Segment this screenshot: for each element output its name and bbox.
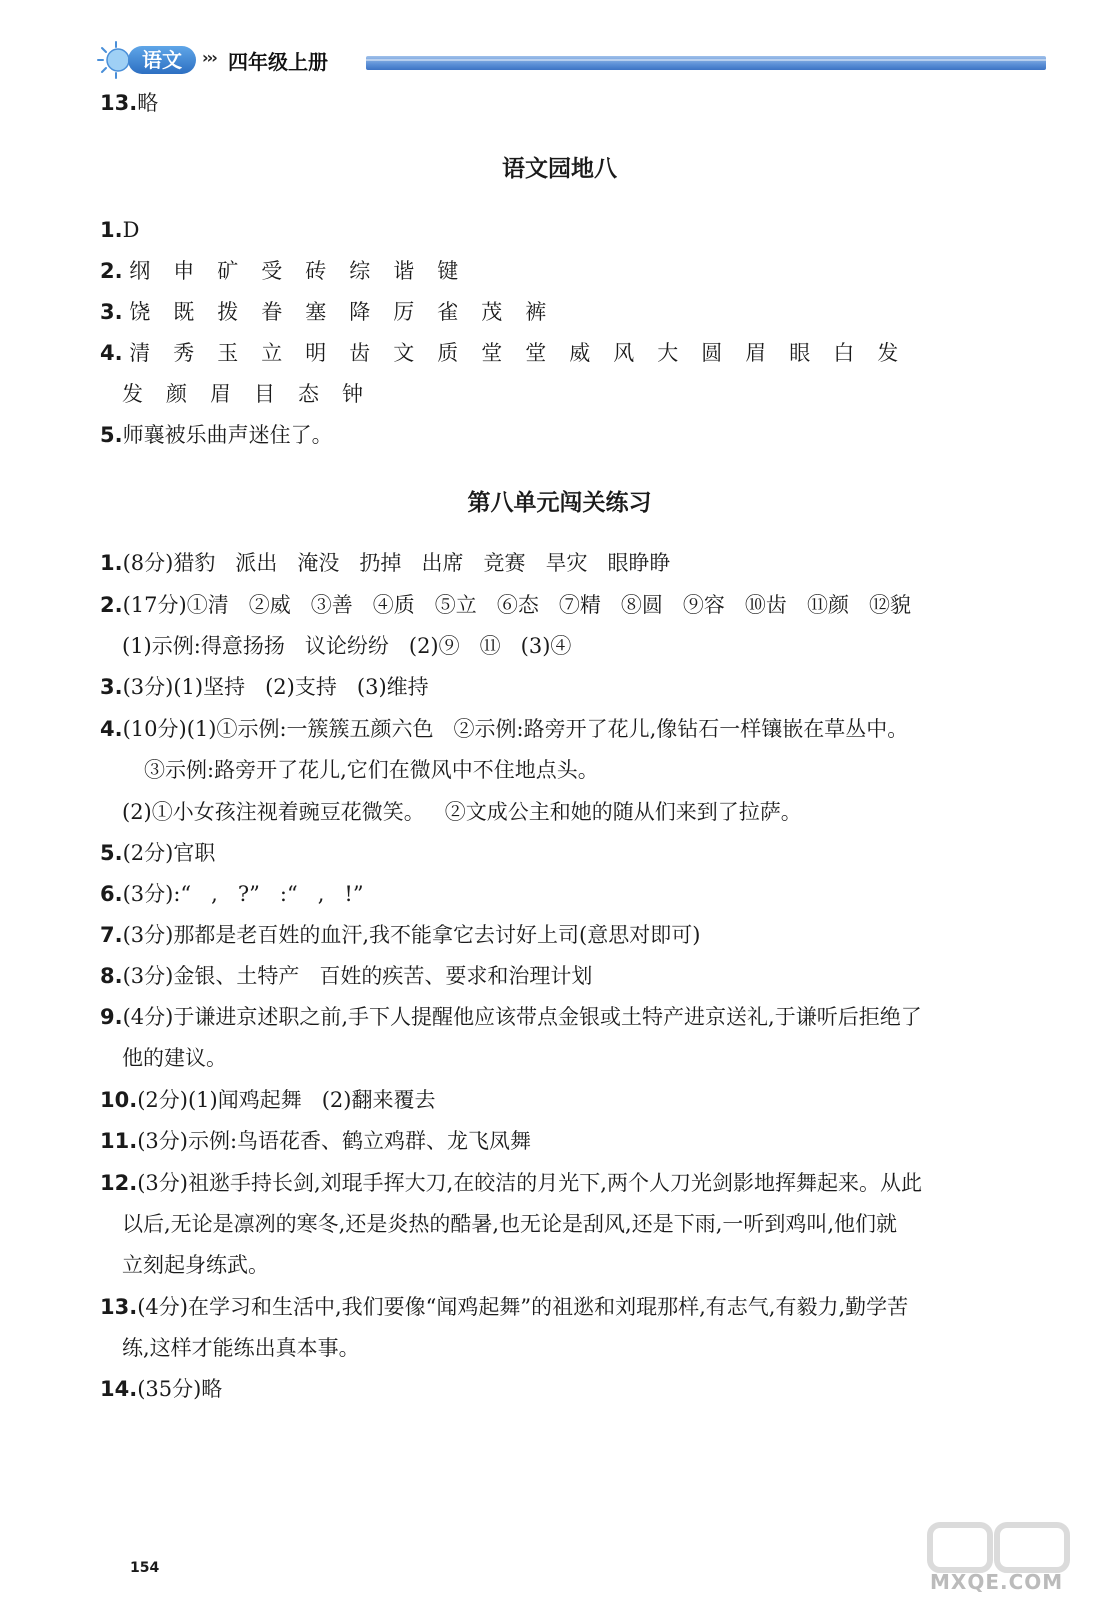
item-number: 8.: [100, 964, 123, 988]
answer-line: [100, 256, 481, 286]
answer-word: 大: [657, 341, 679, 365]
answer-word: 齿: [349, 341, 371, 365]
item-text: 师襄被乐曲声迷住了。: [122, 423, 333, 447]
item-number: 13.: [100, 91, 138, 115]
answer-word: 眉: [210, 382, 231, 406]
answer-word: 茂: [481, 300, 503, 324]
chevron-icon: ›››: [202, 48, 216, 67]
item-text: ③示例:路旁开了花儿,它们在微风中不住地点头。: [144, 758, 599, 782]
header-bar: [366, 56, 1046, 70]
item-number: 2.: [100, 593, 123, 617]
item-text: (3分)(1)坚持 (2)支持 (3)维持: [122, 675, 429, 699]
answer-word: 降: [349, 300, 371, 324]
answer-line: [100, 879, 364, 909]
answer-word: 明: [305, 341, 327, 365]
item-number: 1.: [100, 218, 123, 242]
item-number: 6.: [100, 882, 123, 906]
item-text: 略: [137, 91, 159, 115]
answer-word: 目: [254, 382, 275, 406]
item-number: 11.: [100, 1129, 138, 1153]
answer-line: [122, 1333, 360, 1363]
item-text: 立刻起身练武。: [122, 1253, 269, 1277]
answer-line: [100, 672, 429, 702]
answer-word: 键: [437, 259, 459, 283]
answer-word: 圆: [701, 341, 723, 365]
item-text: (3分)祖逖手持长剑,刘琨手挥大刀,在皎洁的月光下,两个人刀光剑影地挥舞起来。从此: [137, 1171, 922, 1195]
item-number: 7.: [100, 923, 123, 947]
answer-line: [144, 755, 599, 785]
answer-word: 谐: [393, 259, 415, 283]
answer-word: 砖: [305, 259, 327, 283]
answer-word: 颜: [166, 382, 187, 406]
item-number: 5.: [100, 423, 123, 447]
item-number: 5.: [100, 841, 123, 865]
item-number: 12.: [100, 1171, 138, 1195]
answer-line: [122, 1209, 897, 1239]
page-header: [96, 40, 1046, 80]
item-number: 10.: [100, 1088, 138, 1112]
answer-line: [100, 1374, 222, 1404]
answer-word: 秀: [173, 341, 195, 365]
answer-line: [122, 1250, 269, 1280]
answer-line: [100, 215, 139, 245]
answer-word: 发: [877, 341, 899, 365]
answer-word: 矿: [217, 259, 239, 283]
answer-word: 眉: [745, 341, 767, 365]
answer-line: [122, 631, 571, 661]
item-text: (1)示例:得意扬扬 议论纷纷 (2)⑨ ⑪ (3)④: [122, 634, 572, 658]
answer-word: 玉: [217, 341, 239, 365]
answer-line: [100, 714, 908, 744]
item-number: 4.: [100, 717, 123, 741]
item-text: (2分)官职: [122, 841, 216, 865]
item-text: (2)①小女孩注视着豌豆花微笑。 ②文成公主和她的随从们来到了拉萨。: [122, 800, 802, 824]
item-number: 1.: [100, 551, 123, 575]
item-text: (17分)①清 ②威 ③善 ④质 ⑤立 ⑥态 ⑦精 ⑧圆 ⑨容 ⑩齿 ⑪颜 ⑫貌: [122, 593, 911, 617]
answer-line: [100, 1085, 435, 1115]
answer-word: 厉: [393, 300, 415, 324]
answer-word: 塞: [305, 300, 327, 324]
answer-word: 受: [261, 259, 283, 283]
section-title: 语文园地八: [502, 156, 617, 182]
answer-word: 态: [298, 382, 319, 406]
answer-line: [100, 1002, 922, 1032]
answer-word: 钟: [342, 382, 363, 406]
item-text: (4分)于谦进京述职之前,手下人提醒他应该带点金银或土特产进京送礼,于谦听后拒绝了: [122, 1005, 922, 1029]
item-text: (8分)猎豹 派出 淹没 扔掉 出席 竞赛 旱灾 眼睁睁: [122, 551, 671, 575]
item-number: 3.: [100, 300, 123, 324]
answer-word: 堂: [525, 341, 547, 365]
answer-word: 发: [122, 382, 143, 406]
watermark-url: MXQE.COM: [930, 1570, 1064, 1594]
answer-line: [100, 88, 158, 118]
answer-line: [100, 961, 592, 991]
answer-word: 雀: [437, 300, 459, 324]
answer-word: 白: [833, 341, 855, 365]
item-number: 4.: [100, 341, 123, 365]
answer-word: 眷: [261, 300, 283, 324]
section-title: 第八单元闯关练习: [467, 490, 652, 516]
answer-line: [100, 590, 911, 620]
subject-badge: 语文: [128, 46, 196, 74]
item-text: (3分):“ , ?” :“ , !”: [122, 882, 364, 906]
answer-word: 质: [437, 341, 459, 365]
answer-word: 饶: [129, 300, 151, 324]
answer-word: 综: [349, 259, 371, 283]
item-text: (35分)略: [137, 1377, 223, 1401]
item-text: 他的建议。: [122, 1046, 227, 1070]
item-number: 9.: [100, 1005, 123, 1029]
item-number: 2.: [100, 259, 123, 283]
answer-word: 风: [613, 341, 635, 365]
grade-label: 四年级上册: [228, 50, 328, 74]
answer-line: [100, 920, 700, 950]
item-text: (3分)那都是老百姓的血汗,我不能拿它去讨好上司(意思对即可): [122, 923, 701, 947]
answer-line: [100, 1292, 908, 1322]
item-text: (10分)(1)①示例:一簇簇五颜六色 ②示例:路旁开了花儿,像钻石一样镶嵌在草丛中。: [122, 717, 909, 741]
answer-line: [122, 797, 802, 827]
item-number: 13.: [100, 1295, 138, 1319]
answer-line: [100, 420, 333, 450]
answer-word: 立: [261, 341, 283, 365]
answer-line: [100, 1126, 531, 1156]
answer-line: [122, 1043, 227, 1073]
answer-word: 文: [393, 341, 415, 365]
answer-line: [100, 338, 921, 368]
answer-word: 清: [129, 341, 151, 365]
page-number: 154: [130, 1560, 160, 1576]
answer-word: 既: [173, 300, 195, 324]
item-number: 14.: [100, 1377, 138, 1401]
item-text: 练,这样才能练出真本事。: [122, 1336, 360, 1360]
item-text: (2分)(1)闻鸡起舞 (2)翻来覆去: [137, 1088, 436, 1112]
answer-word: 威: [569, 341, 591, 365]
answer-word: 裤: [525, 300, 547, 324]
answer-line: [100, 297, 569, 327]
item-text: (3分)金银、土特产 百姓的疾苦、要求和治理计划: [122, 964, 593, 988]
item-text: D: [122, 218, 140, 242]
answer-line: [100, 1168, 922, 1198]
answer-word: 拨: [217, 300, 239, 324]
answer-line: [122, 379, 386, 409]
answer-word: 堂: [481, 341, 503, 365]
answer-word: 申: [173, 259, 195, 283]
answer-word: 眼: [789, 341, 811, 365]
item-text: 以后,无论是凛冽的寒冬,还是炎热的酷暑,也无论是刮风,还是下雨,一听到鸡叫,他们就: [122, 1212, 898, 1236]
answer-line: [100, 838, 215, 868]
answer-line: [100, 548, 671, 578]
answer-word: 纲: [129, 259, 151, 283]
item-text: (4分)在学习和生活中,我们要像“闻鸡起舞”的祖逖和刘琨那样,有志气,有毅力,勤学苦: [137, 1295, 909, 1319]
item-text: (3分)示例:鸟语花香、鹤立鸡群、龙飞凤舞: [137, 1129, 532, 1153]
item-number: 3.: [100, 675, 123, 699]
